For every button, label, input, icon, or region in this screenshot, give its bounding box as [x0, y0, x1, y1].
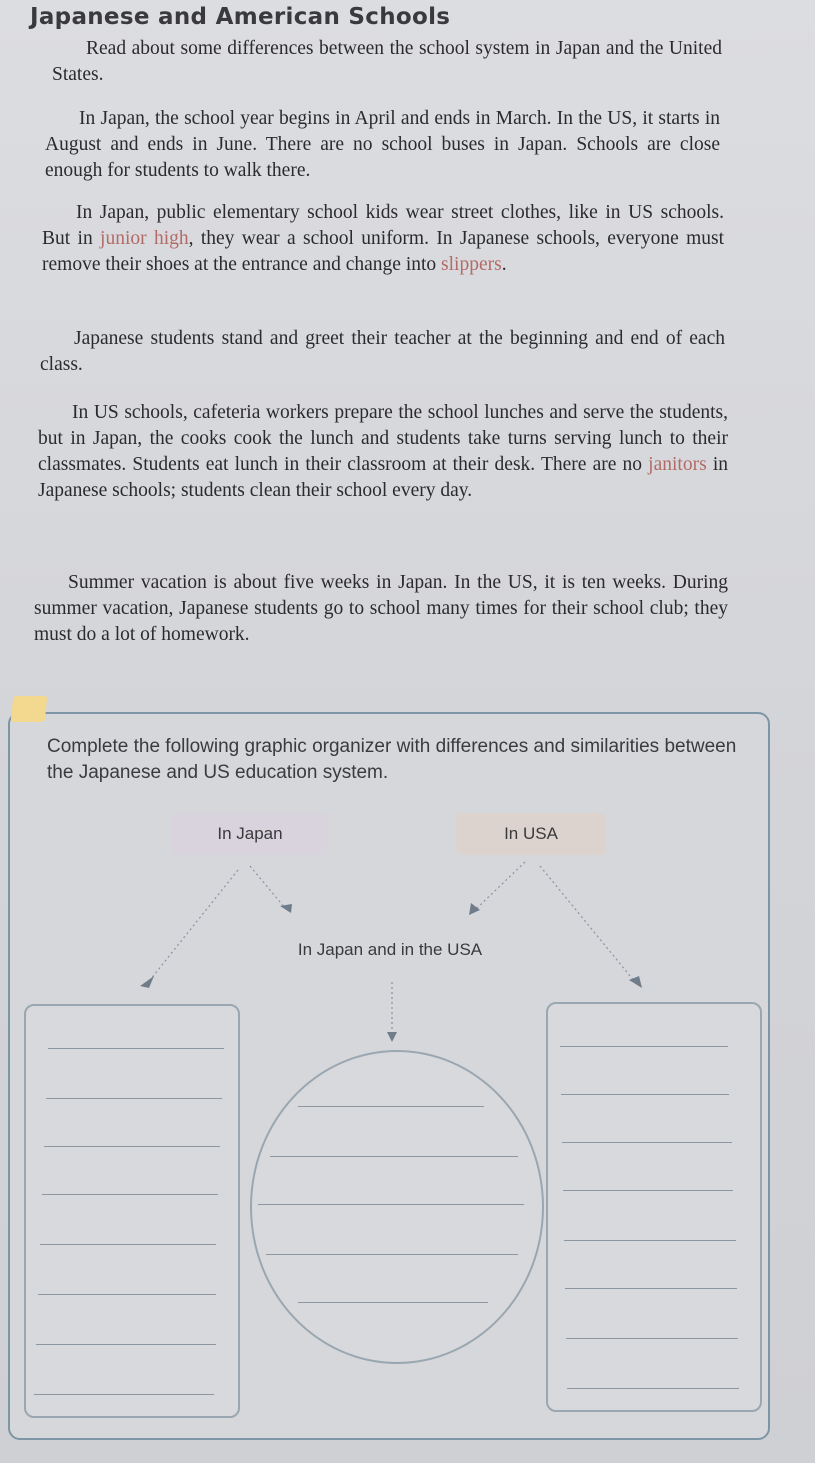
writing-line[interactable]	[44, 1146, 220, 1147]
writing-line[interactable]	[48, 1048, 224, 1049]
paragraph-clothes-text-c: .	[501, 254, 507, 275]
writing-line[interactable]	[566, 1338, 738, 1339]
arrow-usa-left	[475, 862, 525, 910]
writing-line[interactable]	[562, 1142, 732, 1143]
writing-line[interactable]	[36, 1344, 216, 1345]
highlight-junior-high: junior high	[100, 228, 189, 249]
paragraph-summer-text: Summer vacation is about five weeks in Japan. In the US, it is ten weeks. During summer vacation, Japanese students go to school many times for their school club; they must do a lot of homework.	[34, 572, 728, 645]
activity-instruction: Complete the following graphic organizer with differences and similarities between the Japanese and US education system.	[47, 736, 737, 783]
arrowhead-both-down	[387, 1032, 397, 1042]
writing-line[interactable]	[565, 1288, 737, 1289]
intro-text: Read about some differences between the school system in Japan and the United States.	[52, 38, 722, 85]
both-answer-circle[interactable]	[250, 1050, 544, 1364]
page-title: Japanese and American Schools	[30, 4, 451, 30]
writing-line[interactable]	[270, 1156, 518, 1157]
arrowhead-japan-right	[280, 904, 292, 913]
writing-line[interactable]	[258, 1204, 524, 1205]
writing-line[interactable]	[40, 1244, 216, 1245]
arrow-japan-right	[250, 866, 285, 908]
paragraph-greeting-text: Japanese students stand and greet their teacher at the beginning and end of each class.	[40, 328, 725, 375]
paragraph-clothes-text-a: In Japan, public elementary school kids wear street clothes, like in US schools. But in	[42, 202, 724, 249]
writing-line[interactable]	[563, 1190, 733, 1191]
writing-line[interactable]	[561, 1094, 729, 1095]
usa-answer-panel[interactable]	[546, 1002, 762, 1412]
label-in-usa: In USA	[456, 813, 606, 855]
highlight-slippers: slippers	[441, 254, 502, 275]
paragraph-clothes-text-b: , they wear a school uniform. In Japanese schools, everyone must remove their shoes at the entrance and change into	[42, 228, 724, 275]
writing-line[interactable]	[560, 1046, 728, 1047]
label-in-japan: In Japan	[172, 813, 328, 855]
arrow-usa-right	[540, 866, 635, 982]
writing-line[interactable]	[34, 1394, 214, 1395]
japan-answer-panel[interactable]	[24, 1004, 240, 1418]
arrowhead-usa-right	[629, 976, 642, 988]
arrowhead-usa-left	[469, 903, 480, 915]
writing-line[interactable]	[266, 1254, 518, 1255]
paragraph-lunch-text-a: In US schools, cafeteria workers prepare the school lunches and serve the students, but in Japan, the cooks cook the lunch and students take turns serving lunch to their classmates. Students eat lunch in their classroom at their desk. There are no	[38, 402, 728, 475]
writing-line[interactable]	[298, 1302, 488, 1303]
writing-line[interactable]	[42, 1194, 218, 1195]
writing-line[interactable]	[46, 1098, 222, 1099]
writing-line[interactable]	[298, 1106, 484, 1107]
writing-line[interactable]	[567, 1388, 739, 1389]
paragraph-lunch-text-b: in Japanese schools; students clean their school every day.	[38, 454, 728, 501]
arrow-japan-left	[150, 870, 238, 980]
label-japan-and-usa: In Japan and in the USA	[297, 940, 483, 959]
writing-line[interactable]	[38, 1294, 216, 1295]
writing-line[interactable]	[564, 1240, 736, 1241]
paragraph-school-year-text: In Japan, the school year begins in April and ends in March. In the US, it starts in August and ends in June. There are no school buses in Japan. Schools are close enough for students to walk there.	[45, 108, 720, 181]
arrowhead-japan-left	[140, 976, 154, 988]
highlight-janitors: janitors	[648, 454, 707, 475]
